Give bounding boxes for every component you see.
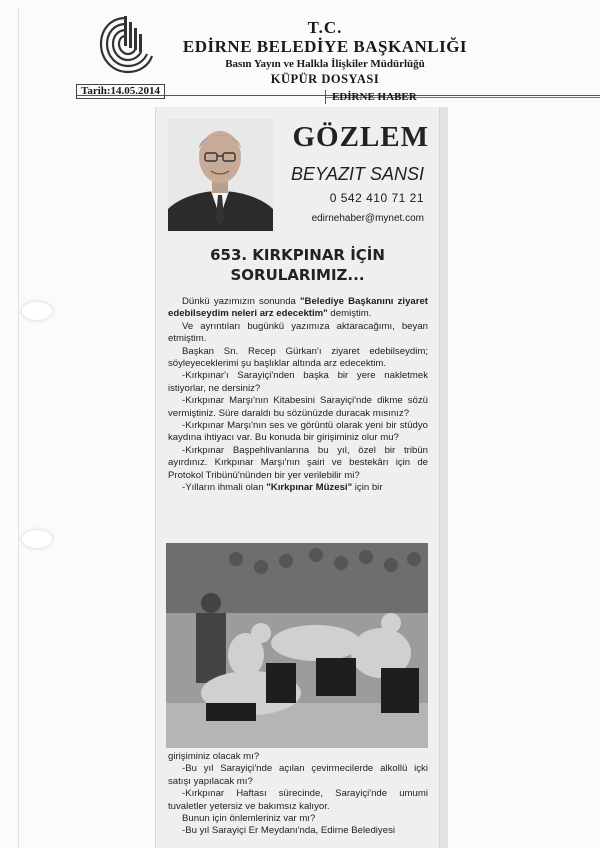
paragraph: -Kırkpınar Haftası sürecinde, Sarayiçi'nde umumi tuvaletler yetersiz ve bakımsız kalıyor. <box>168 788 428 812</box>
headline-line: 653. KIRKPINAR İÇİN <box>210 246 385 264</box>
header-title: EDİRNE BELEDİYE BAŞKANLIĞI <box>182 37 468 56</box>
paragraph: Başkan Sn. Recep Gürkan'ı ziyaret edebilseydim; söyleyeceklerimi şu başlıklar altında arz edecektim. <box>168 345 428 370</box>
author-phone: 0 542 410 71 21 <box>329 191 424 205</box>
header-tc: T.C. <box>307 18 343 37</box>
article-body-top <box>168 296 428 495</box>
author-email: edirnehaber@mynet.com <box>311 213 424 224</box>
paragraph: Dünkü yazımızın sonunda "Belediye Başkanını ziyaret edebilseydim neleri arz edecektim" demiştim. <box>168 296 428 320</box>
newspaper-clipping <box>155 107 440 848</box>
header-subtitle: Basın Yayın ve Halkla İlişkiler Müdürlüğü <box>225 58 425 70</box>
punch-hole <box>22 530 52 548</box>
clipping-source: EDİRNE HABER <box>325 90 417 104</box>
municipality-logo-icon <box>98 14 154 76</box>
paragraph: -Bu yıl Sarayiçi Er Meydanı'nda, Edirne Belediyesi <box>182 825 395 837</box>
paragraph: -Bu yıl Sarayiçi'nde açılan çevirmecilerde alkollü içki satışı yapılacak mı? <box>168 763 428 787</box>
paragraph: girişiminiz olacak mı? <box>168 751 260 762</box>
punch-hole <box>22 302 52 320</box>
header-dossier: KÜPÜR DOSYASI <box>270 72 380 86</box>
clipping-date: Tarih:14.05.2014 <box>76 84 165 99</box>
headline-line: SORULARIMIZ... <box>230 266 365 284</box>
paragraph: -Kırkpınar'ı Sarayiçi'nden başka bir yere nakletmek istiyorlar, ne dersiniz? <box>168 370 428 394</box>
paragraph: Bunun için önlemleriniz var mı? <box>182 813 316 825</box>
paragraph: -Kırkpınar Marşı'nın Kitabesini Sarayiçi'nde dikme sözü vermiştiniz. Süre daraldı bu sözünüzde duracak mısınız? <box>168 395 428 419</box>
oil-wrestling-photo-icon <box>166 543 428 748</box>
column-author: BEYAZIT SANSI <box>290 164 424 184</box>
paragraph: -Kırkpınar Başpehlivanlarına bu yıl, özel bir tribün ayırdınız. Kırkpınar Marşı'nın şairi ve bestekârı için de Protokol Tribünü'nünden bir yer verilebilir mi? <box>168 444 428 481</box>
paragraph: -Kırkpınar Marşı'nın ses ve görüntü olarak yeni bir stüdyo kaydına ihtiyacı var. Bu konuda bir girişiminiz olur mu? <box>168 420 428 444</box>
article-headline <box>166 245 429 285</box>
column-name: GÖZLEM <box>292 121 429 153</box>
paragraph: -Yılların ihmali olan "Kırkpınar Müzesi" için bir <box>182 482 383 494</box>
paragraph: Ve ayrıntıları bugünkü yazımıza aktaracağımı, beyan etmiştim. <box>168 320 428 345</box>
article-body-bottom <box>168 751 428 838</box>
